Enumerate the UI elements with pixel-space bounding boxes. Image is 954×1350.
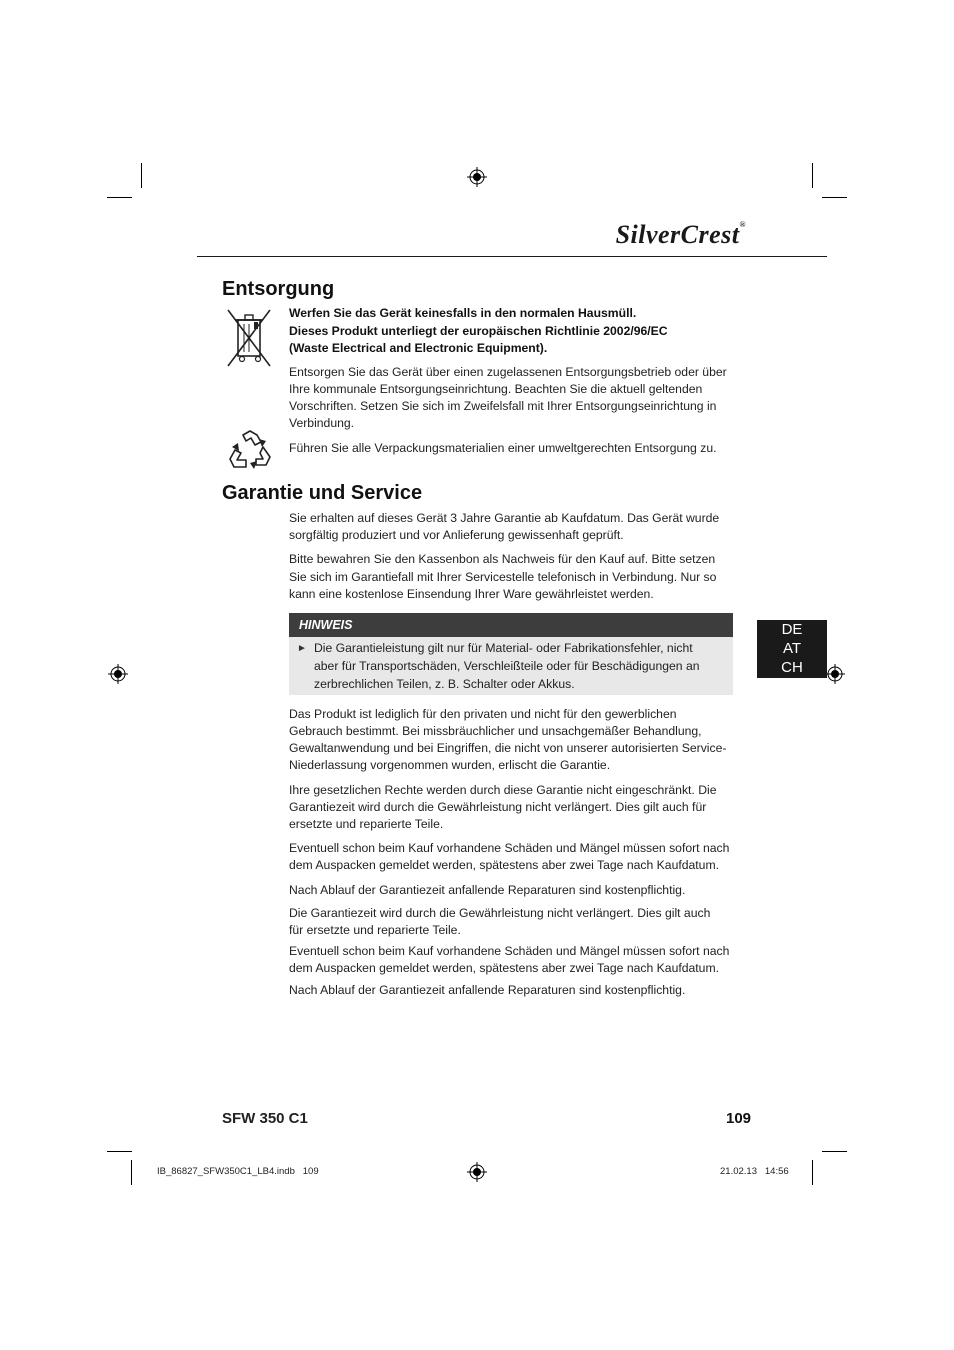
text-line: Garantiezeit wird durch die Gewährleistung nicht verlängert. Dies gilt auch für (289, 800, 707, 814)
text-line: (Waste Electrical and Electronic Equipment). (289, 341, 548, 355)
text-line: kann eine kostenlose Einsendung Ihrer Ware gewährleistet werden. (289, 587, 654, 602)
packaging-disposal-text: Führen Sie alle Verpackungsmaterialien einer umweltgerechten Entsorgung zu. (289, 441, 717, 455)
recycle-icon (226, 429, 274, 473)
warranty-period-paragraph (289, 905, 735, 939)
text-line: Ihre kommunale Entsorgungseinrichtung. Beachten Sie die aktuell geltenden (289, 382, 703, 396)
registration-mark-icon (467, 1162, 487, 1182)
text-line: Ihre gesetzlichen Rechte werden durch diese Garantie nicht eingeschränkt. Die (289, 783, 717, 797)
text-line: dem Auspacken gemeldet werden, spätestens aber zwei Tage nach Kaufdatum. (289, 858, 719, 872)
text-line: aber für Transportschäden, Verschleißteile oder für Beschädigungen an (314, 659, 700, 673)
page-number: 109 (726, 1110, 752, 1127)
header-rule (197, 256, 827, 257)
registration-mark-icon (467, 167, 487, 187)
text-line: Bitte bewahren Sie den Kassenbon als Nachweis für den Kauf auf. Bitte setzen (289, 552, 716, 566)
defects-paragraph (289, 840, 735, 874)
text-line: Entsorgen Sie das Gerät über einen zugelassenen Entsorgungsbetrieb oder über (289, 365, 727, 379)
text-line: Das Produkt ist lediglich für den privaten und nicht für den gewerblichen (289, 707, 677, 721)
note-text (314, 639, 714, 693)
text-line: Verbindung. (289, 416, 355, 430)
text-line: Die Garantieleistung gilt nur für Material- oder Fabrikationsfehler, nicht (314, 641, 693, 655)
repairs-paragraph: Nach Ablauf der Garantiezeit anfallende Reparaturen sind kostenpflichtig. (289, 883, 686, 897)
text-line: ersetzte und reparierte Teile. (289, 817, 444, 831)
bullet-arrow-icon: ► (297, 643, 307, 654)
defects-paragraph-repeat (289, 943, 735, 977)
text-line: Eventuell schon beim Kauf vorhandene Schäden und Mängel müssen sofort nach (289, 944, 730, 958)
crop-mark (822, 197, 847, 198)
text-line: Niederlassung vorgenommen wurden, erlischt die Garantie. (289, 758, 611, 772)
rights-paragraph (289, 782, 735, 833)
note-box (289, 637, 733, 695)
brand-logo: SilverCrest® (615, 220, 746, 249)
repairs-paragraph-repeat: Nach Ablauf der Garantiezeit anfallende Reparaturen sind kostenpflichtig. (289, 983, 686, 997)
text-line: für ersetzte und reparierte Teile. (289, 923, 461, 937)
crop-mark (131, 1160, 132, 1185)
text-line: Gebrauch bestimmt. Bei missbräuchlicher und unsachgemäßer Behandlung, (289, 724, 702, 738)
registration-mark-icon (825, 664, 845, 684)
registration-mark-icon (108, 664, 128, 684)
crop-mark (141, 163, 142, 188)
language-code: AT (782, 640, 802, 657)
crop-mark (822, 1151, 847, 1152)
model-number: SFW 350 C1 (222, 1110, 308, 1127)
text-line: zerbrechlichen Teilen, z. B. Schalter oder Akkus. (314, 677, 575, 691)
crop-mark (812, 163, 813, 188)
language-code: CH (781, 659, 803, 676)
usage-paragraph (289, 706, 735, 774)
text-line: Dieses Produkt unterliegt der europäischen Richtlinie 2002/96/EC (289, 323, 668, 338)
disposal-paragraph (289, 364, 735, 432)
text-line: dem Auspacken gemeldet werden, spätestens aber zwei Tage nach Kaufdatum. (289, 961, 719, 975)
text-line: Die Garantiezeit wird durch die Gewährleistung nicht verlängert. Dies gilt auch (289, 906, 711, 920)
text-line: Gewaltanwendung und bei Eingriffen, die nicht von unserer autorisierten Service- (289, 741, 727, 755)
text-line: Sie sich im Garantiefall mit Ihrer Servicestelle telefonisch in Verbindung. Nur so (289, 569, 717, 584)
note-header: HINWEIS (289, 613, 733, 637)
section-title-entsorgung: Entsorgung (222, 278, 335, 300)
disposal-warning (289, 305, 735, 358)
warranty-paragraph (289, 510, 735, 544)
crop-mark (812, 1160, 813, 1185)
date-slug: 21.02.13 14:56 (720, 1166, 789, 1177)
text-line: sorgfältig produziert und vor Anlieferung gewissenhaft geprüft. (289, 528, 624, 542)
text-line: Vorschriften. Setzen Sie sich im Zweifelsfall mit Ihrer Entsorgungseinrichtung in (289, 399, 717, 413)
text-line: Eventuell schon beim Kauf vorhandene Schäden und Mängel müssen sofort nach (289, 841, 730, 855)
language-tab (757, 620, 827, 678)
crop-mark (107, 1151, 132, 1152)
text-line: Sie erhalten auf dieses Gerät 3 Jahre Garantie ab Kaufdatum. Das Gerät wurde (289, 511, 720, 525)
file-slug: IB_86827_SFW350C1_LB4.indb 109 (157, 1166, 319, 1177)
text-line: Werfen Sie das Gerät keinesfalls in den normalen Hausmüll. (289, 306, 637, 320)
section-title-garantie: Garantie und Service (222, 482, 423, 504)
receipt-paragraph (289, 551, 735, 604)
crossed-out-bin-icon (224, 308, 276, 370)
language-code: DE (781, 621, 803, 638)
crop-mark (107, 197, 132, 198)
